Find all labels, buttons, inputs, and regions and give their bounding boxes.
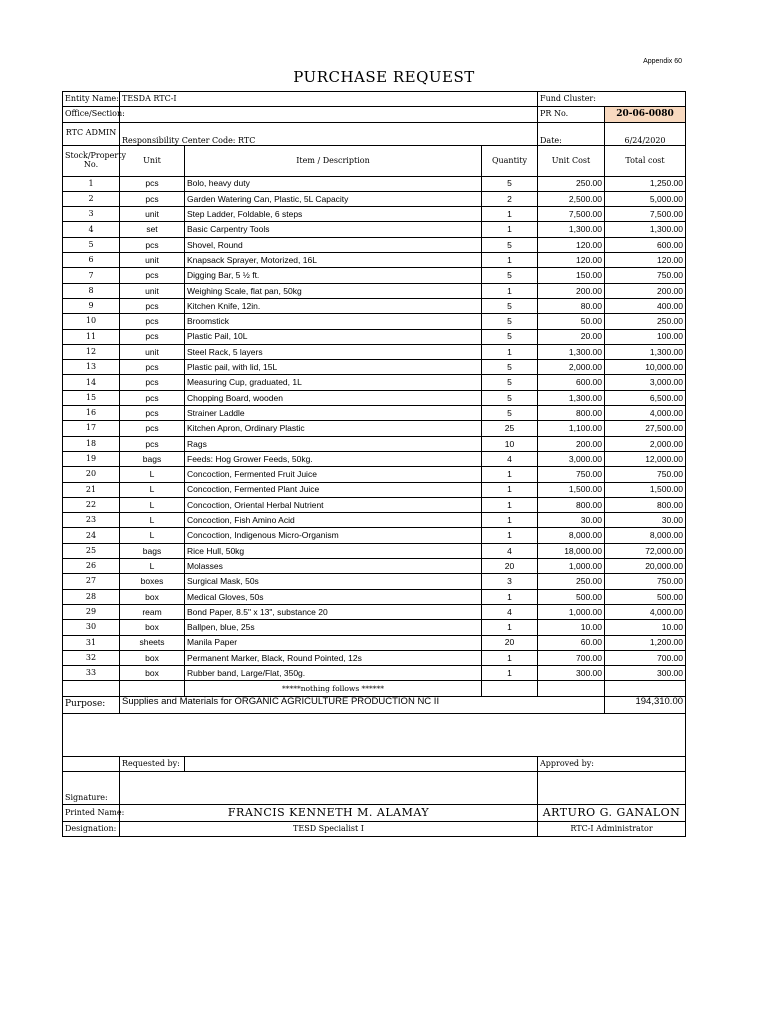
item-quantity: 1 [482, 589, 538, 604]
item-total-cost: 30.00 [605, 513, 686, 528]
item-description: Manila Paper [185, 635, 482, 650]
item-total-cost: 120.00 [605, 253, 686, 268]
item-total-cost: 8,000.00 [605, 528, 686, 543]
requester-name: FRANCIS KENNETH M. ALAMAY [120, 804, 538, 821]
date-label: Date: [538, 122, 605, 145]
item-unit: pcs [120, 176, 185, 191]
table-row [63, 314, 686, 329]
item-quantity: 5 [482, 298, 538, 313]
item-quantity: 1 [482, 620, 538, 635]
table-row [63, 375, 686, 390]
item-stock-no: 4 [63, 222, 120, 237]
table-row [63, 207, 686, 222]
document-title: PURCHASE REQUEST [293, 68, 475, 86]
table-row [63, 635, 686, 650]
item-unit: pcs [120, 298, 185, 313]
fund-cluster-label: Fund Cluster: [538, 92, 686, 107]
table-row [63, 344, 686, 359]
item-unit-cost: 300.00 [538, 666, 605, 681]
item-total-cost: 2,000.00 [605, 436, 686, 451]
item-description: Rubber band, Large/Flat, 350g. [185, 666, 482, 681]
requester-signature [120, 771, 538, 804]
table-row [63, 283, 686, 298]
item-stock-no: 16 [63, 406, 120, 421]
item-quantity: 4 [482, 543, 538, 558]
table-row [63, 528, 686, 543]
item-unit-cost: 1,300.00 [538, 344, 605, 359]
item-unit: pcs [120, 314, 185, 329]
entity-label: Entity Name: [63, 92, 120, 107]
item-stock-no: 11 [63, 329, 120, 344]
item-unit-cost: 80.00 [538, 298, 605, 313]
item-description: Permanent Marker, Black, Round Pointed, 12s [185, 650, 482, 665]
item-description: Kitchen Apron, Ordinary Plastic [185, 421, 482, 436]
item-unit: unit [120, 253, 185, 268]
item-stock-no: 9 [63, 298, 120, 313]
approver-designation: RTC-I Administrator [538, 821, 686, 836]
item-quantity: 5 [482, 329, 538, 344]
item-unit: L [120, 467, 185, 482]
item-unit: box [120, 666, 185, 681]
item-stock-no: 2 [63, 191, 120, 206]
item-quantity: 3 [482, 574, 538, 589]
item-unit: box [120, 620, 185, 635]
item-unit-cost: 1,300.00 [538, 222, 605, 237]
item-description: Medical Gloves, 50s [185, 589, 482, 604]
designation-label: Designation: [63, 821, 120, 836]
item-description: Digging Bar, 5 ½ ft. [185, 268, 482, 283]
item-description: Ballpen, blue, 25s [185, 620, 482, 635]
item-unit-cost: 120.00 [538, 237, 605, 252]
item-total-cost: 750.00 [605, 574, 686, 589]
requested-by-label: Requested by: [120, 756, 185, 771]
item-quantity: 1 [482, 650, 538, 665]
item-unit: unit [120, 207, 185, 222]
item-total-cost: 5,000.00 [605, 191, 686, 206]
item-unit-cost: 250.00 [538, 176, 605, 191]
table-row [63, 222, 686, 237]
item-unit-cost: 50.00 [538, 314, 605, 329]
item-total-cost: 7,500.00 [605, 207, 686, 222]
responsibility-center-code: Responsibility Center Code: RTC [120, 122, 538, 145]
item-stock-no: 23 [63, 513, 120, 528]
item-total-cost: 500.00 [605, 589, 686, 604]
col-total-cost: Total cost [605, 145, 686, 176]
item-quantity: 5 [482, 360, 538, 375]
item-total-cost: 72,000.00 [605, 543, 686, 558]
approver-name: ARTURO G. GANALON [538, 804, 686, 821]
item-stock-no: 5 [63, 237, 120, 252]
item-description: Step Ladder, Foldable, 6 steps [185, 207, 482, 222]
item-quantity: 1 [482, 283, 538, 298]
item-description: Basic Carpentry Tools [185, 222, 482, 237]
item-unit: pcs [120, 436, 185, 451]
item-description: Garden Watering Can, Plastic, 5L Capacity [185, 191, 482, 206]
requester-designation: TESD Specialist I [120, 821, 538, 836]
item-unit: boxes [120, 574, 185, 589]
item-description: Concoction, Oriental Herbal Nutrient [185, 497, 482, 512]
column-header-row [63, 145, 686, 176]
item-total-cost: 750.00 [605, 467, 686, 482]
item-description: Plastic pail, with lid, 15L [185, 360, 482, 375]
item-quantity: 5 [482, 268, 538, 283]
item-unit-cost: 600.00 [538, 375, 605, 390]
item-quantity: 5 [482, 176, 538, 191]
item-stock-no: 18 [63, 436, 120, 451]
item-quantity: 1 [482, 253, 538, 268]
item-description: Plastic Pail, 10L [185, 329, 482, 344]
entity-row [63, 92, 686, 107]
item-stock-no: 25 [63, 543, 120, 558]
table-row [63, 666, 686, 681]
entity-value: TESDA RTC-I [120, 92, 538, 107]
appendix-label: Appendix 60 [643, 58, 682, 65]
item-quantity: 5 [482, 237, 538, 252]
item-total-cost: 300.00 [605, 666, 686, 681]
item-unit: L [120, 528, 185, 543]
requested-approved-row [63, 756, 686, 771]
item-unit-cost: 200.00 [538, 436, 605, 451]
item-stock-no: 29 [63, 604, 120, 619]
item-total-cost: 700.00 [605, 650, 686, 665]
item-unit-cost: 500.00 [538, 589, 605, 604]
item-stock-no: 20 [63, 467, 120, 482]
item-quantity: 25 [482, 421, 538, 436]
item-unit: L [120, 559, 185, 574]
item-description: Chopping Board, wooden [185, 390, 482, 405]
item-unit-cost: 18,000.00 [538, 543, 605, 558]
item-total-cost: 1,300.00 [605, 344, 686, 359]
item-quantity: 1 [482, 344, 538, 359]
item-stock-no: 28 [63, 589, 120, 604]
item-stock-no: 22 [63, 497, 120, 512]
item-description: Bond Paper, 8.5" x 13", substance 20 [185, 604, 482, 619]
item-unit-cost: 750.00 [538, 467, 605, 482]
table-row [63, 543, 686, 558]
item-stock-no: 12 [63, 344, 120, 359]
item-quantity: 5 [482, 390, 538, 405]
item-stock-no: 27 [63, 574, 120, 589]
item-unit-cost: 1,100.00 [538, 421, 605, 436]
item-stock-no: 15 [63, 390, 120, 405]
item-description: Weighing Scale, flat pan, 50kg [185, 283, 482, 298]
approved-by-label: Approved by: [538, 756, 686, 771]
item-unit-cost: 3,000.00 [538, 451, 605, 466]
item-quantity: 5 [482, 375, 538, 390]
item-stock-no: 3 [63, 207, 120, 222]
item-unit: box [120, 650, 185, 665]
item-total-cost: 1,300.00 [605, 222, 686, 237]
item-unit: box [120, 589, 185, 604]
item-total-cost: 27,500.00 [605, 421, 686, 436]
item-description: Concoction, Fermented Fruit Juice [185, 467, 482, 482]
table-row [63, 390, 686, 405]
table-row [63, 360, 686, 375]
col-stock-no: Stock/Property No. [63, 145, 120, 176]
pr-label: PR No. [538, 107, 605, 122]
office-label: Office/Section: [63, 107, 120, 122]
col-unit-cost: Unit Cost [538, 145, 605, 176]
item-stock-no: 32 [63, 650, 120, 665]
item-unit: unit [120, 344, 185, 359]
item-stock-no: 1 [63, 176, 120, 191]
item-unit: ream [120, 604, 185, 619]
col-quantity: Quantity [482, 145, 538, 176]
table-row [63, 421, 686, 436]
item-description: Surgical Mask, 50s [185, 574, 482, 589]
item-total-cost: 400.00 [605, 298, 686, 313]
blank-purpose-row [63, 713, 686, 756]
table-row [63, 436, 686, 451]
item-total-cost: 4,000.00 [605, 406, 686, 421]
printed-name-label: Printed Name: [63, 804, 120, 821]
item-quantity: 1 [482, 497, 538, 512]
item-quantity: 2 [482, 191, 538, 206]
item-unit: unit [120, 283, 185, 298]
designation-row [63, 821, 686, 836]
item-unit-cost: 10.00 [538, 620, 605, 635]
table-row [63, 451, 686, 466]
item-quantity: 1 [482, 482, 538, 497]
item-description: Knapsack Sprayer, Motorized, 16L [185, 253, 482, 268]
item-unit: pcs [120, 237, 185, 252]
item-unit-cost: 800.00 [538, 406, 605, 421]
item-description: Rags [185, 436, 482, 451]
item-total-cost: 10,000.00 [605, 360, 686, 375]
item-description: Rice Hull, 50kg [185, 543, 482, 558]
item-description: Strainer Laddle [185, 406, 482, 421]
signature-label: Signature: [63, 771, 120, 804]
item-description: Molasses [185, 559, 482, 574]
table-row [63, 574, 686, 589]
table-row [63, 253, 686, 268]
item-stock-no: 30 [63, 620, 120, 635]
item-quantity: 4 [482, 604, 538, 619]
item-description: Broomstick [185, 314, 482, 329]
item-total-cost: 3,000.00 [605, 375, 686, 390]
grand-total: 194,310.00 [605, 696, 686, 713]
item-stock-no: 8 [63, 283, 120, 298]
item-quantity: 20 [482, 635, 538, 650]
office-value [120, 107, 538, 122]
item-total-cost: 600.00 [605, 237, 686, 252]
table-row [63, 589, 686, 604]
item-unit: L [120, 482, 185, 497]
item-unit: pcs [120, 390, 185, 405]
table-row [63, 298, 686, 313]
item-unit: bags [120, 543, 185, 558]
item-unit-cost: 8,000.00 [538, 528, 605, 543]
col-unit: Unit [120, 145, 185, 176]
col-item-description: Item / Description [185, 145, 482, 176]
item-quantity: 1 [482, 528, 538, 543]
item-unit: pcs [120, 406, 185, 421]
item-unit-cost: 30.00 [538, 513, 605, 528]
item-total-cost: 20,000.00 [605, 559, 686, 574]
item-stock-no: 31 [63, 635, 120, 650]
item-description: Concoction, Indigenous Micro-Organism [185, 528, 482, 543]
item-total-cost: 750.00 [605, 268, 686, 283]
item-stock-no: 7 [63, 268, 120, 283]
item-description: Measuring Cup, graduated, 1L [185, 375, 482, 390]
purchase-request-table [62, 91, 686, 837]
printed-name-row [63, 804, 686, 821]
item-description: Feeds: Hog Grower Feeds, 50kg. [185, 451, 482, 466]
item-unit-cost: 1,000.00 [538, 604, 605, 619]
item-stock-no: 21 [63, 482, 120, 497]
purpose-label: Purpose: [63, 696, 120, 713]
responsibility-row [63, 122, 686, 145]
item-description: Concoction, Fish Amino Acid [185, 513, 482, 528]
item-total-cost: 4,000.00 [605, 604, 686, 619]
purpose-row [63, 696, 686, 713]
item-quantity: 4 [482, 451, 538, 466]
pr-number: 20-06-0080 [605, 107, 686, 122]
nothing-follows-row [63, 681, 686, 696]
item-total-cost: 1,250.00 [605, 176, 686, 191]
item-unit: pcs [120, 375, 185, 390]
item-unit: pcs [120, 421, 185, 436]
table-row [63, 620, 686, 635]
item-stock-no: 33 [63, 666, 120, 681]
item-stock-no: 26 [63, 559, 120, 574]
item-total-cost: 1,200.00 [605, 635, 686, 650]
item-total-cost: 800.00 [605, 497, 686, 512]
rtc-admin: RTC ADMIN [63, 122, 120, 145]
item-unit: pcs [120, 268, 185, 283]
table-row [63, 559, 686, 574]
item-unit-cost: 1,500.00 [538, 482, 605, 497]
table-row [63, 604, 686, 619]
date-value: 6/24/2020 [605, 122, 686, 145]
item-total-cost: 100.00 [605, 329, 686, 344]
item-unit-cost: 1,300.00 [538, 390, 605, 405]
table-row [63, 191, 686, 206]
table-row [63, 268, 686, 283]
item-quantity: 5 [482, 406, 538, 421]
item-quantity: 10 [482, 436, 538, 451]
item-total-cost: 200.00 [605, 283, 686, 298]
item-quantity: 5 [482, 314, 538, 329]
signature-row [63, 771, 686, 804]
item-unit-cost: 700.00 [538, 650, 605, 665]
item-unit-cost: 2,500.00 [538, 191, 605, 206]
item-total-cost: 250.00 [605, 314, 686, 329]
item-stock-no: 24 [63, 528, 120, 543]
item-quantity: 1 [482, 222, 538, 237]
item-description: Shovel, Round [185, 237, 482, 252]
item-stock-no: 6 [63, 253, 120, 268]
item-stock-no: 19 [63, 451, 120, 466]
item-total-cost: 12,000.00 [605, 451, 686, 466]
item-unit-cost: 250.00 [538, 574, 605, 589]
office-row [63, 107, 686, 122]
table-row [63, 329, 686, 344]
item-stock-no: 10 [63, 314, 120, 329]
table-row [63, 406, 686, 421]
item-unit-cost: 800.00 [538, 497, 605, 512]
item-description: Bolo, heavy duty [185, 176, 482, 191]
table-row [63, 513, 686, 528]
table-row [63, 467, 686, 482]
item-unit-cost: 7,500.00 [538, 207, 605, 222]
item-quantity: 1 [482, 207, 538, 222]
table-row [63, 237, 686, 252]
item-unit: L [120, 497, 185, 512]
item-description: Steel Rack, 5 layers [185, 344, 482, 359]
item-unit: pcs [120, 329, 185, 344]
item-unit-cost: 200.00 [538, 283, 605, 298]
approver-signature [538, 771, 686, 804]
item-unit-cost: 120.00 [538, 253, 605, 268]
table-row [63, 176, 686, 191]
item-stock-no: 14 [63, 375, 120, 390]
nothing-follows: *****nothing follows ****** [185, 681, 482, 696]
item-stock-no: 17 [63, 421, 120, 436]
item-description: Concoction, Fermented Plant Juice [185, 482, 482, 497]
item-unit-cost: 20.00 [538, 329, 605, 344]
item-description: Kitchen Knife, 12in. [185, 298, 482, 313]
item-unit-cost: 2,000.00 [538, 360, 605, 375]
table-row [63, 482, 686, 497]
item-unit-cost: 1,000.00 [538, 559, 605, 574]
item-quantity: 1 [482, 467, 538, 482]
item-unit-cost: 150.00 [538, 268, 605, 283]
purpose-text: Supplies and Materials for ORGANIC AGRICULTURE PRODUCTION NC II [120, 696, 605, 713]
item-total-cost: 6,500.00 [605, 390, 686, 405]
item-unit-cost: 60.00 [538, 635, 605, 650]
item-unit: set [120, 222, 185, 237]
item-unit: sheets [120, 635, 185, 650]
item-stock-no: 13 [63, 360, 120, 375]
item-unit: L [120, 513, 185, 528]
item-total-cost: 1,500.00 [605, 482, 686, 497]
item-unit: pcs [120, 360, 185, 375]
item-unit: pcs [120, 191, 185, 206]
item-unit: bags [120, 451, 185, 466]
item-quantity: 1 [482, 513, 538, 528]
item-quantity: 1 [482, 666, 538, 681]
item-total-cost: 10.00 [605, 620, 686, 635]
item-quantity: 20 [482, 559, 538, 574]
table-row [63, 650, 686, 665]
table-row [63, 497, 686, 512]
